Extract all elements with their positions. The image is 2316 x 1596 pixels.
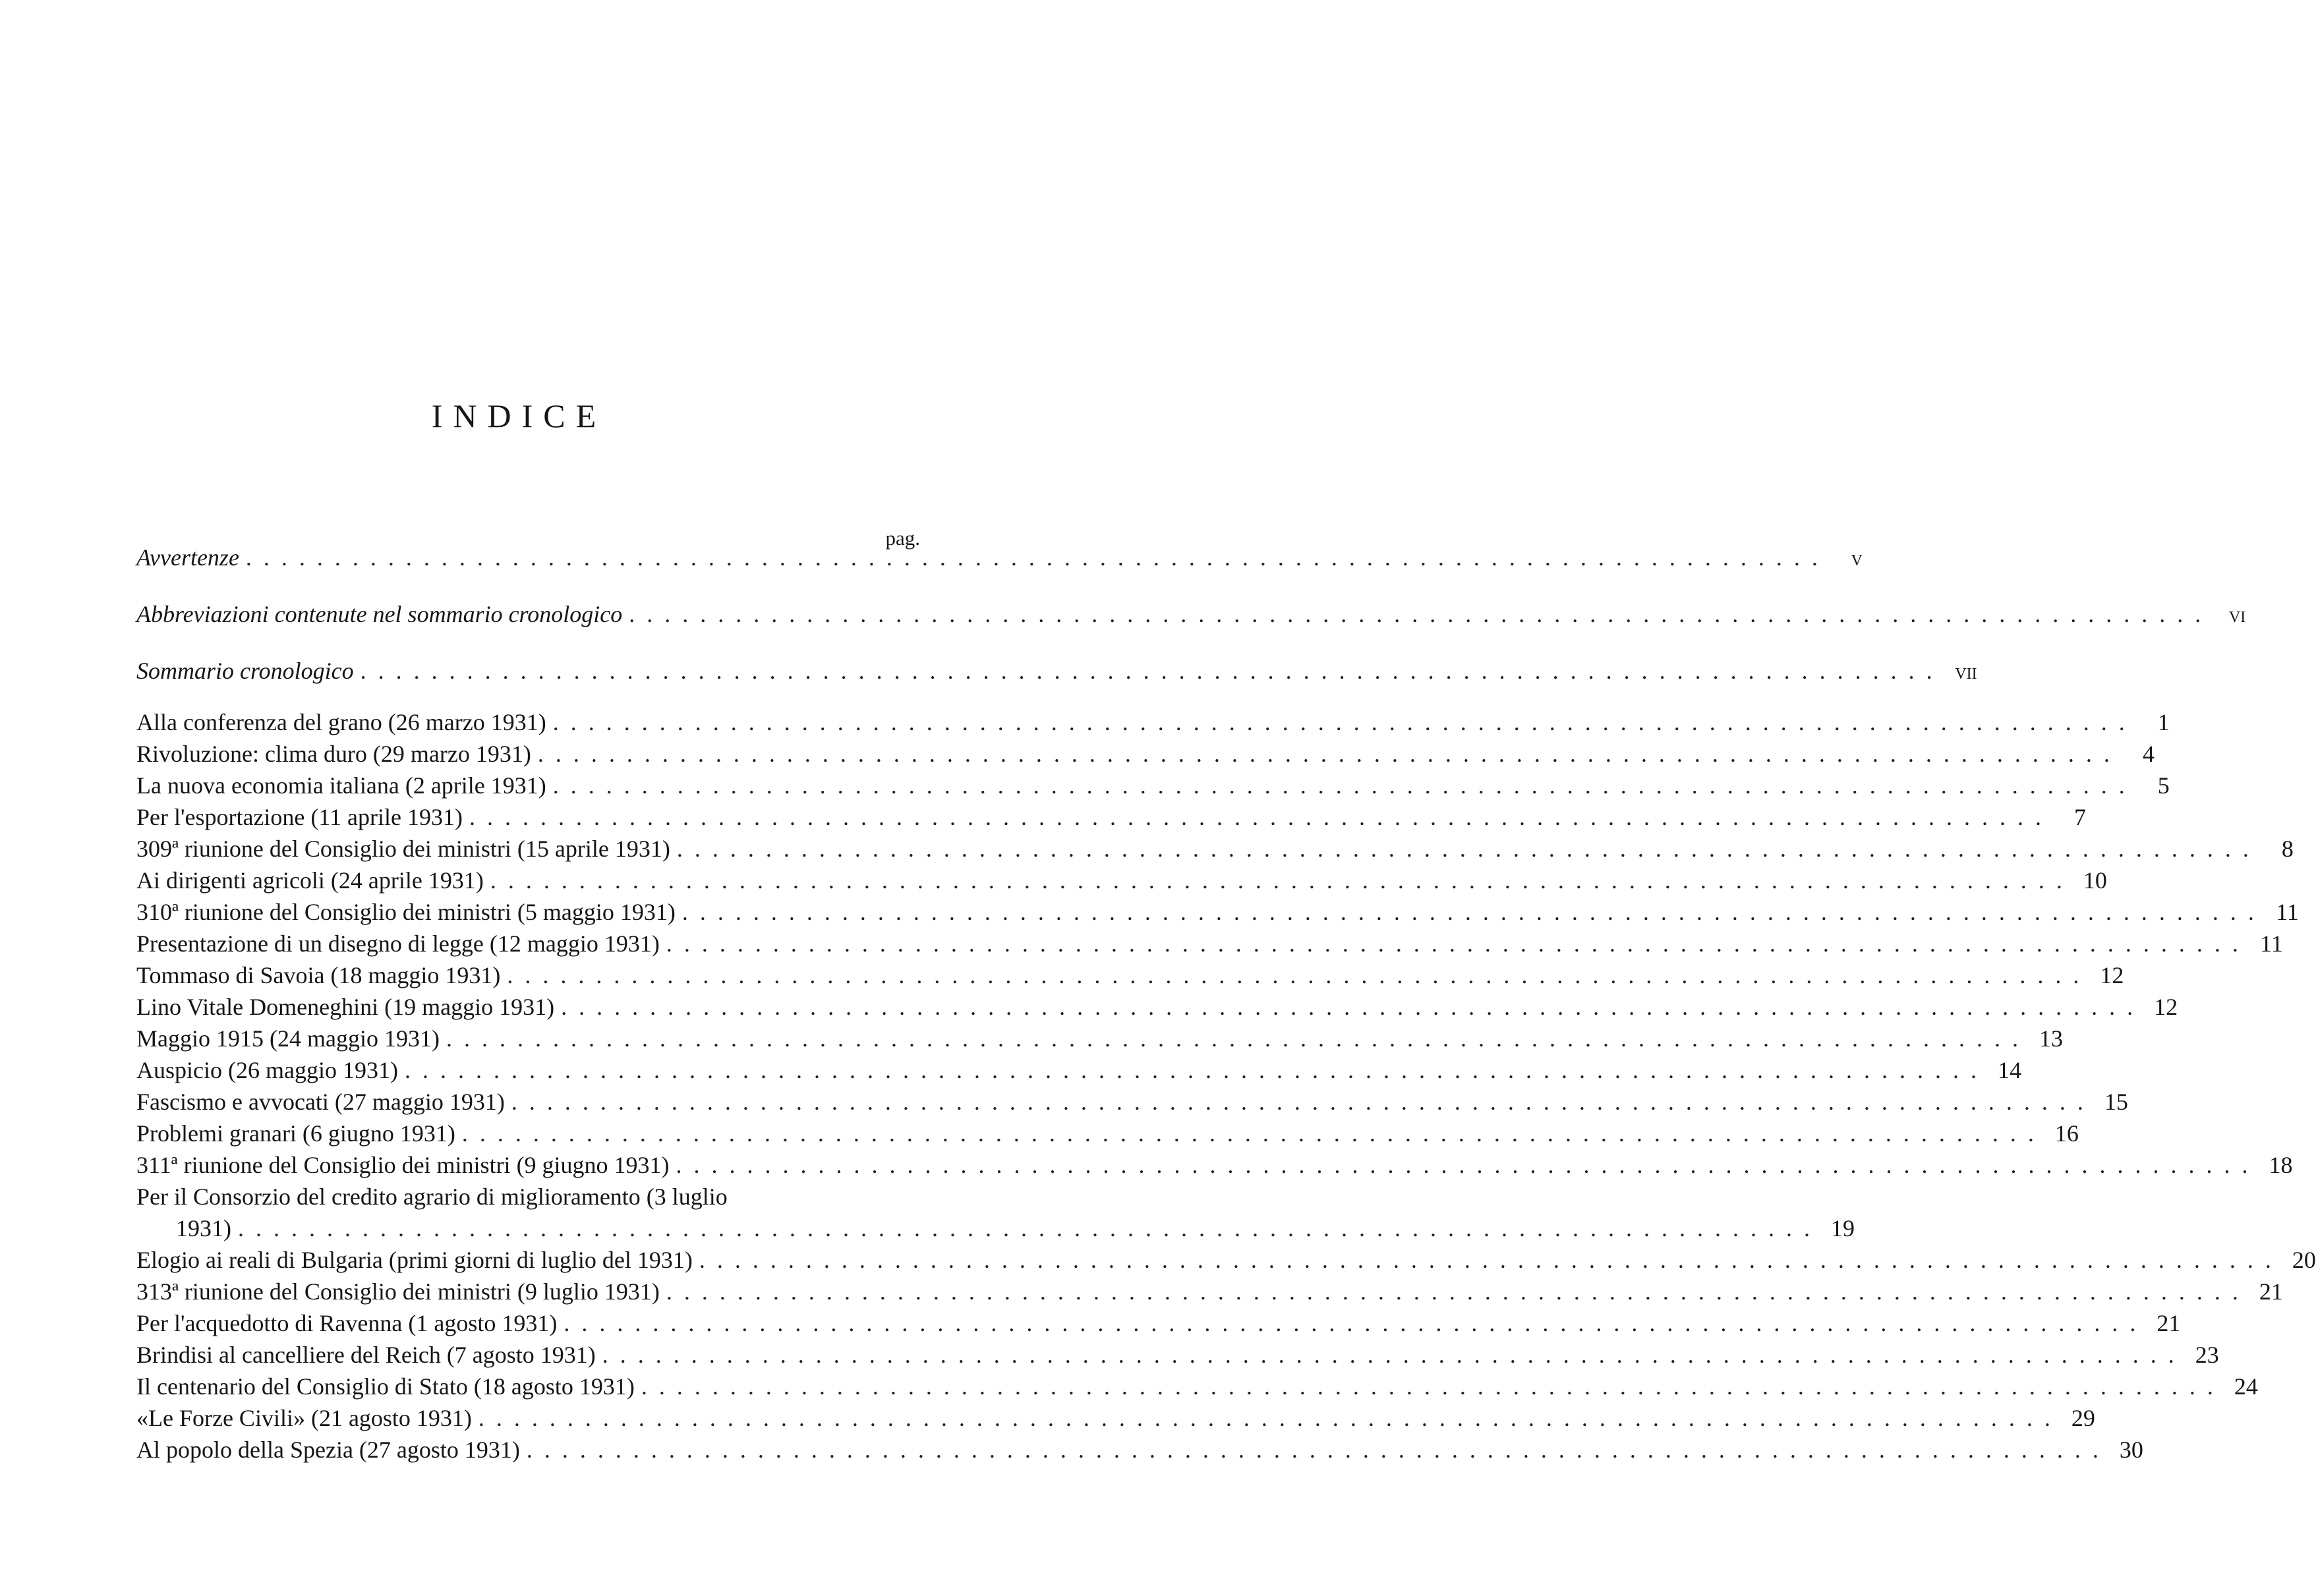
entry-page: 8	[2281, 836, 2294, 862]
dot-leader: .........................................................................................	[404, 1057, 1988, 1083]
dot-leader: .........................................................................................	[666, 930, 2250, 957]
dot-leader: .........................................................................................	[699, 1247, 2283, 1273]
dot-leader: .........................................................................................	[681, 899, 2266, 925]
entry-page: 19	[1831, 1215, 1855, 1241]
entry-title: Elogio ai reali di Bulgaria (primi giorni di luglio del 1931)	[136, 1247, 693, 1273]
toc-entry[interactable]	[136, 833, 2294, 865]
entry-page: 1	[2157, 709, 2170, 735]
entry-page: 29	[2071, 1405, 2095, 1431]
entry-title: Per l'esportazione (11 aprile 1931)	[136, 804, 463, 830]
entry-page: vii	[1955, 660, 1977, 684]
dot-leader: .........................................................................................	[461, 1120, 2046, 1147]
entry-title: La nuova economia italiana (2 aprile 1931)	[136, 772, 546, 799]
toc-entry[interactable]	[136, 1118, 2079, 1149]
entry-title: Tommaso di Savoia (18 maggio 1931)	[136, 962, 501, 988]
entry-title: Problemi granari (6 giugno 1931)	[136, 1120, 455, 1147]
dot-leader: .........................................................................................	[245, 544, 1830, 571]
entry-page: 10	[2083, 867, 2107, 894]
dot-leader: .........................................................................................	[238, 1215, 1822, 1241]
entry-page: 20	[2292, 1247, 2316, 1273]
toc-entry[interactable]	[136, 1276, 2283, 1307]
dot-leader: .........................................................................................	[561, 994, 2145, 1020]
toc-entry[interactable]	[136, 928, 2283, 959]
toc-entry[interactable]	[136, 865, 2107, 896]
entry-title: Il centenario del Consiglio di Stato (18 agosto 1931)	[136, 1373, 635, 1400]
dot-leader: .........................................................................................	[507, 962, 2091, 988]
dot-leader: .........................................................................................	[666, 1278, 2250, 1305]
toc-entry[interactable]	[136, 1023, 2063, 1054]
toc-entry[interactable]	[136, 1402, 2095, 1434]
entry-title: Per il Consorzio del credito agrario di miglioramento (3 luglio	[136, 1183, 728, 1210]
entry-page: 7	[2073, 804, 2086, 830]
entry-page: 23	[2195, 1342, 2219, 1368]
entry-page: 13	[2039, 1025, 2063, 1052]
toc-entry[interactable]	[136, 770, 2170, 801]
entry-title: Fascismo e avvocati (27 maggio 1931)	[136, 1089, 505, 1115]
toc-entry[interactable]	[136, 959, 2124, 991]
entry-title: Abbreviazioni contenute nel sommario cronologico	[136, 601, 623, 627]
entry-page: 30	[2119, 1437, 2143, 1463]
entry-page: 5	[2157, 772, 2170, 799]
toc-entry-abbreviazioni[interactable]	[136, 598, 2246, 630]
dot-leader: .........................................................................................	[552, 709, 2137, 735]
dot-leader: .........................................................................................	[446, 1025, 2030, 1052]
toc-entry[interactable]	[136, 1244, 2316, 1276]
toc-entry[interactable]	[136, 738, 2155, 770]
entry-title: Al popolo della Spezia (27 agosto 1931)	[136, 1437, 520, 1463]
entry-title: Rivoluzione: clima duro (29 marzo 1931)	[136, 741, 531, 767]
page-title: INDICE	[431, 397, 607, 434]
dot-leader: .........................................................................................	[360, 658, 1944, 684]
dot-leader: .........................................................................................	[537, 741, 2122, 767]
entry-page: 11	[2276, 899, 2299, 925]
entry-page: 12	[2154, 994, 2178, 1020]
dot-leader: .........................................................................................	[602, 1342, 2186, 1368]
entry-page: 14	[1997, 1057, 2021, 1083]
dot-leader: .........................................................................................	[641, 1373, 2225, 1400]
entry-page: v	[1851, 546, 1863, 571]
toc-entry[interactable]	[136, 1307, 2181, 1339]
dot-leader: .........................................................................................	[564, 1310, 2148, 1336]
entry-title: Brindisi al cancelliere del Reich (7 agosto 1931)	[136, 1342, 596, 1368]
dot-leader: .........................................................................................	[629, 601, 2213, 627]
toc-entry[interactable]	[136, 1339, 2219, 1371]
entry-page: vi	[2228, 603, 2246, 627]
toc-entry[interactable]	[136, 706, 2170, 738]
dot-leader: .........................................................................................	[676, 836, 2261, 862]
dot-leader: .........................................................................................	[469, 804, 2053, 830]
entry-title: «Le Forze Civili» (21 agosto 1931)	[136, 1405, 472, 1431]
toc-entry[interactable]	[136, 1371, 2258, 1402]
entry-title: Sommario cronologico	[136, 658, 354, 684]
dot-leader: .........................................................................................	[511, 1089, 2095, 1115]
entry-page: 4	[2142, 741, 2155, 767]
toc-entry[interactable]	[136, 801, 2086, 833]
toc-entry-consorzio[interactable]	[136, 1181, 1855, 1244]
entry-page: 16	[2054, 1120, 2079, 1147]
dot-leader: .........................................................................................	[552, 772, 2137, 799]
entry-title: Per l'acquedotto di Ravenna (1 agosto 1931)	[136, 1310, 558, 1336]
entry-title: 310ª riunione del Consiglio dei ministri (5 maggio 1931)	[136, 899, 676, 925]
toc-entry[interactable]	[136, 1086, 2128, 1118]
entry-title: 309ª riunione del Consiglio dei ministri (15 aprile 1931)	[136, 836, 670, 862]
entry-page: 21	[2259, 1278, 2283, 1305]
entry-title: Ai dirigenti agricoli (24 aprile 1931)	[136, 867, 484, 894]
entry-page: 12	[2100, 962, 2124, 988]
entry-page: 15	[2104, 1089, 2128, 1115]
entry-title: 313ª riunione del Consiglio dei ministri (9 luglio 1931)	[136, 1278, 660, 1305]
dot-leader: .........................................................................................	[526, 1437, 2110, 1463]
entry-title: Maggio 1915 (24 maggio 1931)	[136, 1025, 440, 1052]
toc-entry-avvertenze[interactable]	[136, 542, 1863, 573]
entry-title: 311ª riunione del Consiglio dei ministri (9 giugno 1931)	[136, 1152, 670, 1178]
entry-page: 24	[2234, 1373, 2258, 1400]
entry-title: Alla conferenza del grano (26 marzo 1931)	[136, 709, 546, 735]
toc-entry[interactable]	[136, 1434, 2143, 1466]
table-of-contents	[136, 0, 2316, 1596]
entry-title: Presentazione di un disegno di legge (12 maggio 1931)	[136, 930, 660, 957]
dot-leader: .........................................................................................	[478, 1405, 2062, 1431]
entry-title-continuation: 1931)	[176, 1215, 231, 1241]
entry-page: 21	[2157, 1310, 2181, 1336]
entry-page: 18	[2269, 1152, 2293, 1178]
toc-entry[interactable]	[136, 1149, 2293, 1181]
dot-leader: .........................................................................................	[676, 1152, 2260, 1178]
entry-page: 11	[2260, 930, 2283, 957]
entry-title: Avvertenze	[136, 544, 239, 571]
toc-entry[interactable]	[136, 991, 2178, 1023]
entry-title: Lino Vitale Domeneghini (19 maggio 1931)	[136, 994, 555, 1020]
toc-entry-sommario[interactable]	[136, 655, 1977, 687]
toc-entry[interactable]	[136, 1054, 2021, 1086]
toc-entry[interactable]	[136, 896, 2299, 928]
dot-leader: .........................................................................................	[490, 867, 2074, 894]
page-column-label: pag.	[885, 527, 920, 550]
entry-title: Auspicio (26 maggio 1931)	[136, 1057, 398, 1083]
